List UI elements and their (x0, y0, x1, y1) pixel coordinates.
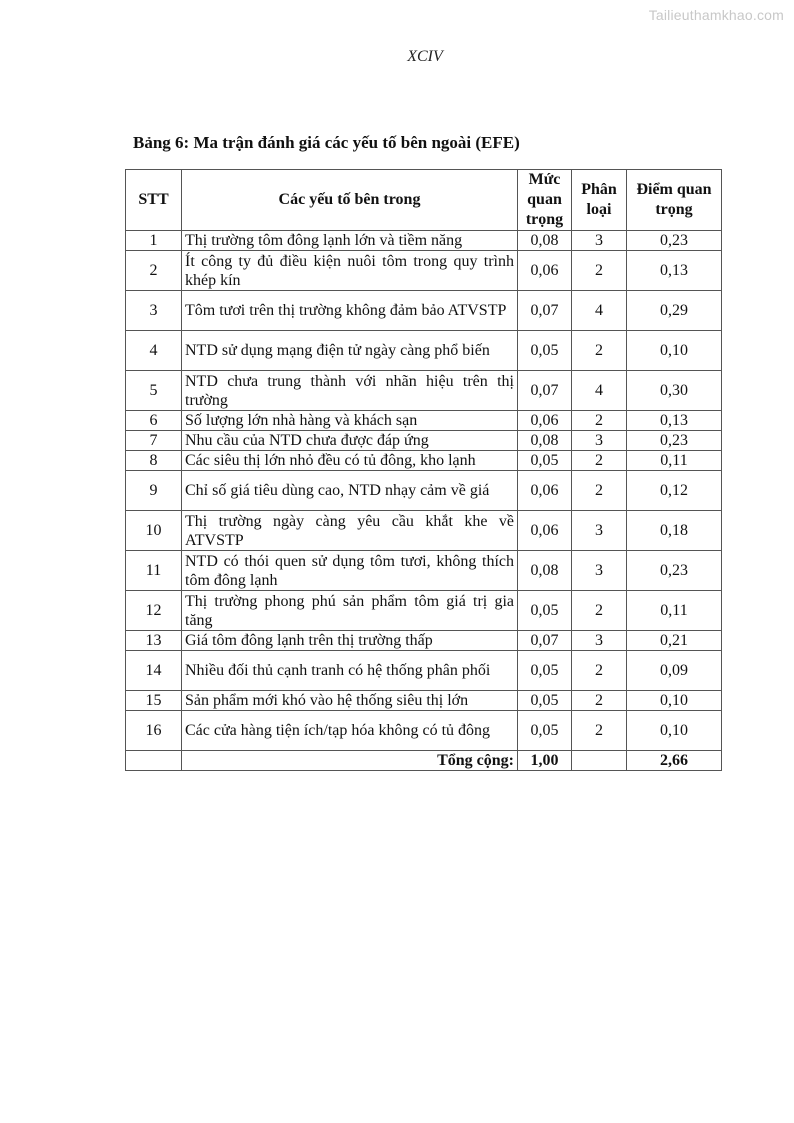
score-cell: 0,11 (627, 591, 722, 631)
total-stt-cell (126, 751, 182, 771)
efe-matrix-table (125, 169, 722, 771)
stt-cell: 12 (126, 591, 182, 631)
factor-cell: NTD sử dụng mạng điện tử ngày càng phổ biến (182, 331, 518, 371)
header-stt: STT (126, 170, 182, 231)
rating-cell: 2 (572, 251, 627, 291)
stt-cell: 8 (126, 451, 182, 471)
stt-cell: 5 (126, 371, 182, 411)
table-row (126, 451, 722, 471)
weight-cell: 0,06 (518, 251, 572, 291)
stt-cell: 10 (126, 511, 182, 551)
rating-cell: 4 (572, 291, 627, 331)
factor-cell: NTD có thói quen sử dụng tôm tươi, không thích tôm đông lạnh (182, 551, 518, 591)
stt-cell: 3 (126, 291, 182, 331)
table-row (126, 371, 722, 411)
table-row (126, 411, 722, 431)
rating-cell: 3 (572, 431, 627, 451)
stt-cell: 6 (126, 411, 182, 431)
table-row (126, 691, 722, 711)
factor-cell: NTD chưa trung thành với nhãn hiệu trên thị trường (182, 371, 518, 411)
weight-cell: 0,05 (518, 451, 572, 471)
weight-cell: 0,06 (518, 471, 572, 511)
rating-cell: 3 (572, 511, 627, 551)
total-rating (572, 751, 627, 771)
stt-cell: 2 (126, 251, 182, 291)
factor-cell: Các cửa hàng tiện ích/tạp hóa không có tủ đông (182, 711, 518, 751)
table-row (126, 431, 722, 451)
factor-cell: Nhu cầu của NTD chưa được đáp ứng (182, 431, 518, 451)
header-factor: Các yếu tố bên trong (182, 170, 518, 231)
stt-cell: 7 (126, 431, 182, 451)
weight-cell: 0,05 (518, 331, 572, 371)
weight-cell: 0,07 (518, 631, 572, 651)
rating-cell: 3 (572, 631, 627, 651)
score-cell: 0,29 (627, 291, 722, 331)
weight-cell: 0,07 (518, 291, 572, 331)
rating-cell: 2 (572, 651, 627, 691)
total-row (126, 751, 722, 771)
table-row (126, 551, 722, 591)
score-cell: 0,11 (627, 451, 722, 471)
stt-cell: 11 (126, 551, 182, 591)
stt-cell: 15 (126, 691, 182, 711)
table-row (126, 331, 722, 371)
score-cell: 0,09 (627, 651, 722, 691)
stt-cell: 9 (126, 471, 182, 511)
rating-cell: 2 (572, 451, 627, 471)
score-cell: 0,13 (627, 411, 722, 431)
table-row (126, 231, 722, 251)
factor-cell: Các siêu thị lớn nhỏ đều có tủ đông, kho lạnh (182, 451, 518, 471)
weight-cell: 0,06 (518, 411, 572, 431)
rating-cell: 2 (572, 411, 627, 431)
weight-cell: 0,08 (518, 431, 572, 451)
factor-cell: Nhiều đối thủ cạnh tranh có hệ thống phân phối (182, 651, 518, 691)
table-row (126, 591, 722, 631)
weight-cell: 0,05 (518, 591, 572, 631)
weight-cell: 0,08 (518, 231, 572, 251)
total-weight: 1,00 (518, 751, 572, 771)
rating-cell: 3 (572, 231, 627, 251)
factor-cell: Giá tôm đông lạnh trên thị trường thấp (182, 631, 518, 651)
stt-cell: 16 (126, 711, 182, 751)
total-label: Tổng cộng: (182, 751, 518, 771)
weight-cell: 0,07 (518, 371, 572, 411)
rating-cell: 2 (572, 691, 627, 711)
watermark: Tailieuthamkhao.com (648, 7, 784, 23)
factor-cell: Số lượng lớn nhà hàng và khách sạn (182, 411, 518, 431)
score-cell: 0,10 (627, 331, 722, 371)
factor-cell: Thị trường ngày càng yêu cầu khắt khe về ATVSTP (182, 511, 518, 551)
factor-cell: Ít công ty đủ điều kiện nuôi tôm trong quy trình khép kín (182, 251, 518, 291)
header-weight: Mức quan trọng (518, 170, 572, 231)
score-cell: 0,10 (627, 711, 722, 751)
table-header-row (126, 170, 722, 231)
table-row (126, 631, 722, 651)
stt-cell: 13 (126, 631, 182, 651)
header-score: Điểm quan trọng (627, 170, 722, 231)
stt-cell: 4 (126, 331, 182, 371)
score-cell: 0,18 (627, 511, 722, 551)
factor-cell: Chỉ số giá tiêu dùng cao, NTD nhạy cảm về giá (182, 471, 518, 511)
rating-cell: 3 (572, 551, 627, 591)
score-cell: 0,10 (627, 691, 722, 711)
score-cell: 0,12 (627, 471, 722, 511)
table-row (126, 471, 722, 511)
rating-cell: 2 (572, 591, 627, 631)
factor-cell: Sản phẩm mới khó vào hệ thống siêu thị lớn (182, 691, 518, 711)
header-rating: Phân loại (572, 170, 627, 231)
score-cell: 0,23 (627, 231, 722, 251)
weight-cell: 0,05 (518, 691, 572, 711)
table-caption: Bảng 6: Ma trận đánh giá các yếu tố bên ngoài (EFE) (133, 133, 520, 152)
score-cell: 0,21 (627, 631, 722, 651)
weight-cell: 0,06 (518, 511, 572, 551)
stt-cell: 14 (126, 651, 182, 691)
factor-cell: Thị trường tôm đông lạnh lớn và tiềm năng (182, 231, 518, 251)
weight-cell: 0,05 (518, 711, 572, 751)
rating-cell: 2 (572, 711, 627, 751)
stt-cell: 1 (126, 231, 182, 251)
table-row (126, 711, 722, 751)
weight-cell: 0,05 (518, 651, 572, 691)
table-row (126, 651, 722, 691)
factor-cell: Thị trường phong phú sản phẩm tôm giá trị gia tăng (182, 591, 518, 631)
rating-cell: 4 (572, 371, 627, 411)
table-row (126, 511, 722, 551)
rating-cell: 2 (572, 471, 627, 511)
weight-cell: 0,08 (518, 551, 572, 591)
score-cell: 0,30 (627, 371, 722, 411)
rating-cell: 2 (572, 331, 627, 371)
total-score: 2,66 (627, 751, 722, 771)
table-row (126, 291, 722, 331)
page-number: XCIV (407, 48, 443, 65)
factor-cell: Tôm tươi trên thị trường không đảm bảo ATVSTP (182, 291, 518, 331)
table-row (126, 251, 722, 291)
score-cell: 0,23 (627, 431, 722, 451)
score-cell: 0,23 (627, 551, 722, 591)
score-cell: 0,13 (627, 251, 722, 291)
